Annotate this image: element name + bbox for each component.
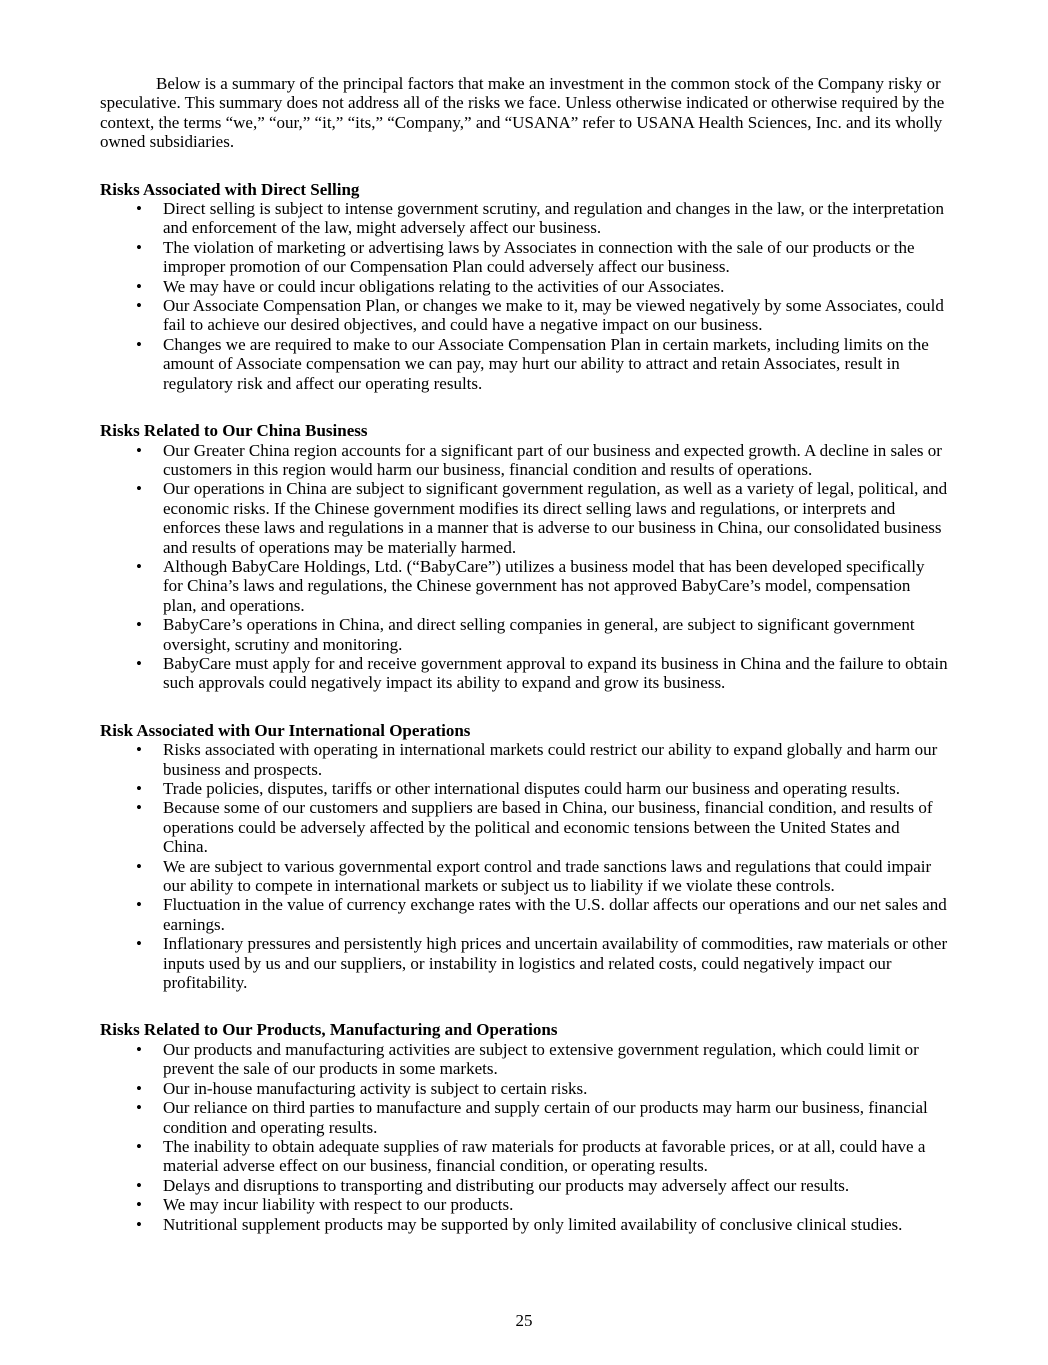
section-heading: Risks Associated with Direct Selling bbox=[100, 179, 360, 199]
bullet-item: • Changes we are required to make to our Associate Compensation Plan in certain markets, including limits on the amount of Associate compensation we can pay, may hurt our ability to attract and retain Associates, result in regulatory risk and affect our operating results. bbox=[100, 335, 948, 393]
page-number: 25 bbox=[515, 1311, 533, 1330]
bullet-item: • Nutritional supplement products may be supported by only limited availability of conclusive clinical studies. bbox=[100, 1215, 948, 1234]
section-direct-selling bbox=[100, 180, 948, 393]
bullet-list bbox=[100, 199, 948, 393]
bullet-item: • We may have or could incur obligations relating to the activities of our Associates. bbox=[100, 277, 948, 296]
bullet-item: • Trade policies, disputes, tariffs or other international disputes could harm our business and operating results. bbox=[100, 779, 948, 798]
bullet-item: • The inability to obtain adequate supplies of raw materials for products at favorable prices, or at all, could have a material adverse effect on our business, financial condition, or operating results. bbox=[100, 1137, 948, 1176]
bullet-item: • Direct selling is subject to intense government scrutiny, and regulation and changes in the law, or the interpretation and enforcement of the law, might adversely affect our business. bbox=[100, 199, 948, 238]
bullet-list bbox=[100, 740, 948, 992]
bullet-item: • Fluctuation in the value of currency exchange rates with the U.S. dollar affects our operations and our net sales and earnings. bbox=[100, 895, 948, 934]
bullet-item: • Our reliance on third parties to manufacture and supply certain of our products may harm our business, financial condition and operating results. bbox=[100, 1098, 948, 1137]
bullet-item: • BabyCare must apply for and receive government approval to expand its business in China and the failure to obtain such approvals could negatively impact its ability to expand and grow its business. bbox=[100, 654, 948, 693]
bullet-item: • Risks associated with operating in international markets could restrict our ability to expand globally and harm our business and prospects. bbox=[100, 740, 948, 779]
section-heading: Risks Related to Our China Business bbox=[100, 421, 368, 441]
bullet-item: • Delays and disruptions to transporting and distributing our products may adversely affect our results. bbox=[100, 1176, 948, 1195]
section-products-manufacturing bbox=[100, 1020, 948, 1233]
bullet-item: • Although BabyCare Holdings, Ltd. (“BabyCare”) utilizes a business model that has been developed specifically for China’s laws and regulations, the Chinese government has not approved BabyCare’s model, compensation plan, and operations. bbox=[100, 557, 948, 615]
bullet-item: • Our operations in China are subject to significant government regulation, as well as a variety of legal, political, and economic risks. If the Chinese government modifies its direct selling laws and regulations, or interprets and enforces these laws and regulations in a manner that is adverse to our business in China, our consolidated business and results of operations may be materially harmed. bbox=[100, 479, 948, 557]
bullet-item: • Because some of our customers and suppliers are based in China, our business, financial condition, and results of operations could be adversely affected by the political and economic tensions between the United States and China. bbox=[100, 798, 948, 856]
bullet-list bbox=[100, 441, 948, 693]
section-china-business bbox=[100, 421, 948, 693]
section-international-operations bbox=[100, 721, 948, 993]
bullet-item: • We may incur liability with respect to our products. bbox=[100, 1195, 948, 1214]
bullet-list bbox=[100, 1040, 948, 1234]
section-heading: Risks Related to Our Products, Manufacturing and Operations bbox=[100, 1020, 558, 1040]
bullet-item: • Inflationary pressures and persistently high prices and uncertain availability of commodities, raw materials or other inputs used by us and our suppliers, or instability in logistics and related costs, could negatively impact our profitability. bbox=[100, 934, 948, 992]
section-heading: Risk Associated with Our International Operations bbox=[100, 720, 471, 740]
bullet-item: • Our products and manufacturing activities are subject to extensive government regulation, which could limit or prevent the sale of our products in some markets. bbox=[100, 1040, 948, 1079]
bullet-item: • Our in-house manufacturing activity is subject to certain risks. bbox=[100, 1079, 948, 1098]
bullet-item: • Our Greater China region accounts for a significant part of our business and expected growth. A decline in sales or customers in this region would harm our business, financial condition and results of operations. bbox=[100, 441, 948, 480]
bullet-item: • The violation of marketing or advertising laws by Associates in connection with the sale of our products or the improper promotion of our Compensation Plan could adversely affect our business. bbox=[100, 238, 948, 277]
bullet-item: • We are subject to various governmental export control and trade sanctions laws and regulations that could impair our ability to compete in international markets or subject us to liability if we violate these controls. bbox=[100, 857, 948, 896]
intro-paragraph: Below is a summary of the principal factors that make an investment in the common stock of the Company risky or speculative. This summary does not address all of the risks we face. Unless otherwise indicated or otherwise required by the context, the terms “we,” “our,” “it,” “its,” “Company,” and “USANA” refer to USANA Health Sciences, Inc. and its wholly owned subsidiaries. bbox=[100, 74, 945, 152]
bullet-item: • BabyCare’s operations in China, and direct selling companies in general, are subject to significant government oversight, scrutiny and monitoring. bbox=[100, 615, 948, 654]
bullet-item: • Our Associate Compensation Plan, or changes we make to it, may be viewed negatively by some Associates, could fail to achieve our desired objectives, and could have a negative impact on our business. bbox=[100, 296, 948, 335]
